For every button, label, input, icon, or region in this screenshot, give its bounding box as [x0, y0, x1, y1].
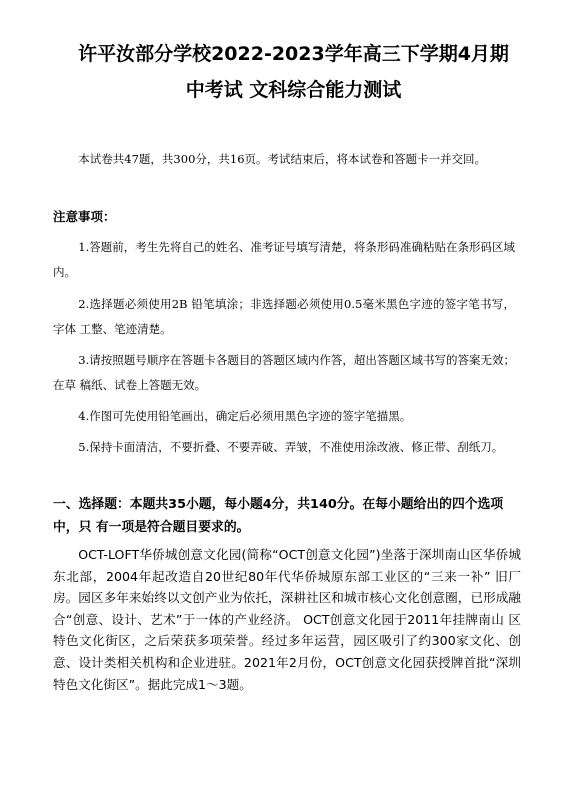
notice-item-1: 1.答题前，考生先将自己的姓名、准考证号填写清楚，将条形码准确粘贴在条形码区域内。 — [53, 240, 515, 279]
exam-title-line-1: 许平汝部分学校2022-2023学年高三下学期4月期 — [78, 43, 509, 65]
notice-heading: 注意事项： — [53, 209, 116, 224]
notice-item-5: 5.保持卡面清洁，不要折叠、不要弄破、弄皱，不准使用涂改液、修正带、刮纸刀。 — [78, 440, 504, 454]
section-1-heading: 一、选择题：本题共35小题，每小题4分，共140分。在每小题给出的四个选项中，只 有一项是符合题目要求的。 — [53, 497, 504, 535]
notice-item-3: 3.请按照题号顺序在答题卡各题目的答题区域内作答，超出答题区域书写的答案无效；在草 稿纸、试卷上答题无效。 — [53, 353, 515, 392]
exam-title-line-2: 中考试 文科综合能力测试 — [185, 79, 402, 101]
reading-passage: OCT-LOFT华侨城创意文化园(简称“OCT创意文化园”)坐落于深圳南山区华侨城东北部，2004年起改造自20世纪80年代华侨城原东部工业区的“三来一补” 旧厂房。园区多年来始终以文创产业为依托，深耕社区和城市核心文化创意圈，已形成融合“创意、设计、艺术”于一体的产业经济。 OCT创意文化园于2011年挂牌南山 区特色文化街区，之后荣获多项荣誉。经过多年运营，园区吸引了约300家文化、创意、设计类相关机构和企业进驻。2021年2月份，OCT创意文化园获授牌首批“深圳特色文化街区”。据此完成1～3题。 — [53, 547, 521, 692]
exam-intro: 本试卷共47题，共300分，共16页。考试结束后，将本试卷和答题卡一并交回。 — [78, 152, 487, 166]
notice-item-4: 4.作图可先使用铅笔画出，确定后必须用黑色字迹的签字笔描黑。 — [78, 409, 412, 423]
notice-item-2: 2.选择题必须使用2B 铅笔填涂；非选择题必须使用0.5毫米黑色字迹的签字笔书写，字体 工整、笔迹清楚。 — [53, 297, 515, 336]
